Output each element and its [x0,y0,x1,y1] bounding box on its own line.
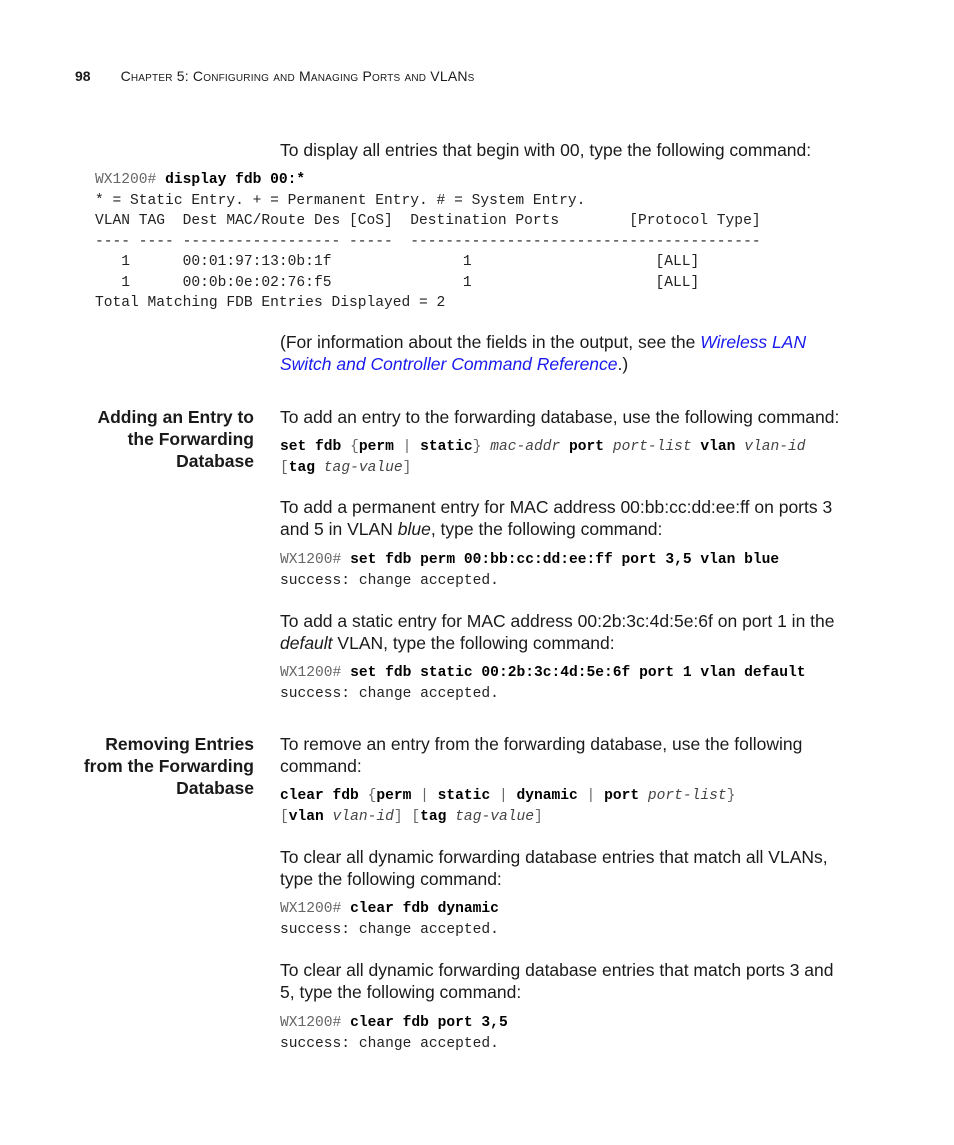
reference-link-continued[interactable]: Switch and Controller Command Reference [280,354,618,374]
section-heading-remove: Removing Entries from the Forwarding Database [83,734,254,798]
add-perm-paragraph: To add a permanent entry for MAC address 00:bb:cc:dd:ee:ff on ports 3 and 5 in VLAN blue, type the following command: [280,497,833,539]
intro-paragraph: To display all entries that begin with 00, type the following command: [280,140,812,160]
reference-note: (For information about the fields in the output, see the Wireless LAN Switch and Controller Command Reference.) [280,332,807,374]
remove-port-example: WX1200# clear fdb port 3,5 success: change accepted. [280,1015,508,1052]
fdb-row: 1 00:0b:0e:02:76:f5 1 [ALL] [95,274,700,291]
remove-intro: To remove an entry from the forwarding database, use the following command: [280,734,803,776]
legend-line: * = Static Entry. + = Permanent Entry. # = System Entry. [95,192,586,209]
running-header [75,68,475,84]
cli-command: display fdb 00:* [165,172,306,188]
total-line: Total Matching FDB Entries Displayed = 2 [95,295,446,311]
column-header-line: VLAN TAG Dest MAC/Route Des [CoS] Destination Ports [Protocol Type] [95,213,761,229]
add-intro: To add an entry to the forwarding database, use the following command: [280,407,840,427]
add-syntax: set fdb {perm | static} mac-addr port port-list vlan vlan-id [tag tag-value] [280,439,806,476]
page-number: 98 [75,68,91,84]
display-fdb-block [95,170,761,314]
remove-dynamic-paragraph: To clear all dynamic forwarding database entries that match all VLANs, type the following command: [280,847,828,889]
remove-dynamic-example: WX1200# clear fdb dynamic success: change accepted. [280,901,499,938]
remove-syntax: clear fdb {perm | static | dynamic | port port-list} [vlan vlan-id] [tag tag-value] [280,788,736,825]
reference-link[interactable]: Wireless LAN [700,332,807,352]
cli-prompt: WX1200# [95,172,166,188]
separator-line: ---- ---- ------------------ ----- ---------------------------------------- [95,233,761,250]
remove-port-paragraph: To clear all dynamic forwarding database entries that match ports 3 and 5, type the following command: [280,960,834,1002]
add-static-example: WX1200# set fdb static 00:2b:3c:4d:5e:6f port 1 vlan default success: change accepted. [280,665,806,702]
display-command-line [95,170,761,191]
chapter-title: Chapter 5: Configuring and Managing Ports and VLANs [120,68,475,84]
fdb-row: 1 00:01:97:13:0b:1f 1 [ALL] [95,254,700,270]
add-perm-example: WX1200# set fdb perm 00:bb:cc:dd:ee:ff port 3,5 vlan blue success: change accepted. [280,552,780,589]
section-heading-add: Adding an Entry to the Forwarding Database [97,407,254,471]
add-static-paragraph: To add a static entry for MAC address 00:2b:3c:4d:5e:6f on port 1 in the default VLAN, type the following command: [280,611,835,653]
